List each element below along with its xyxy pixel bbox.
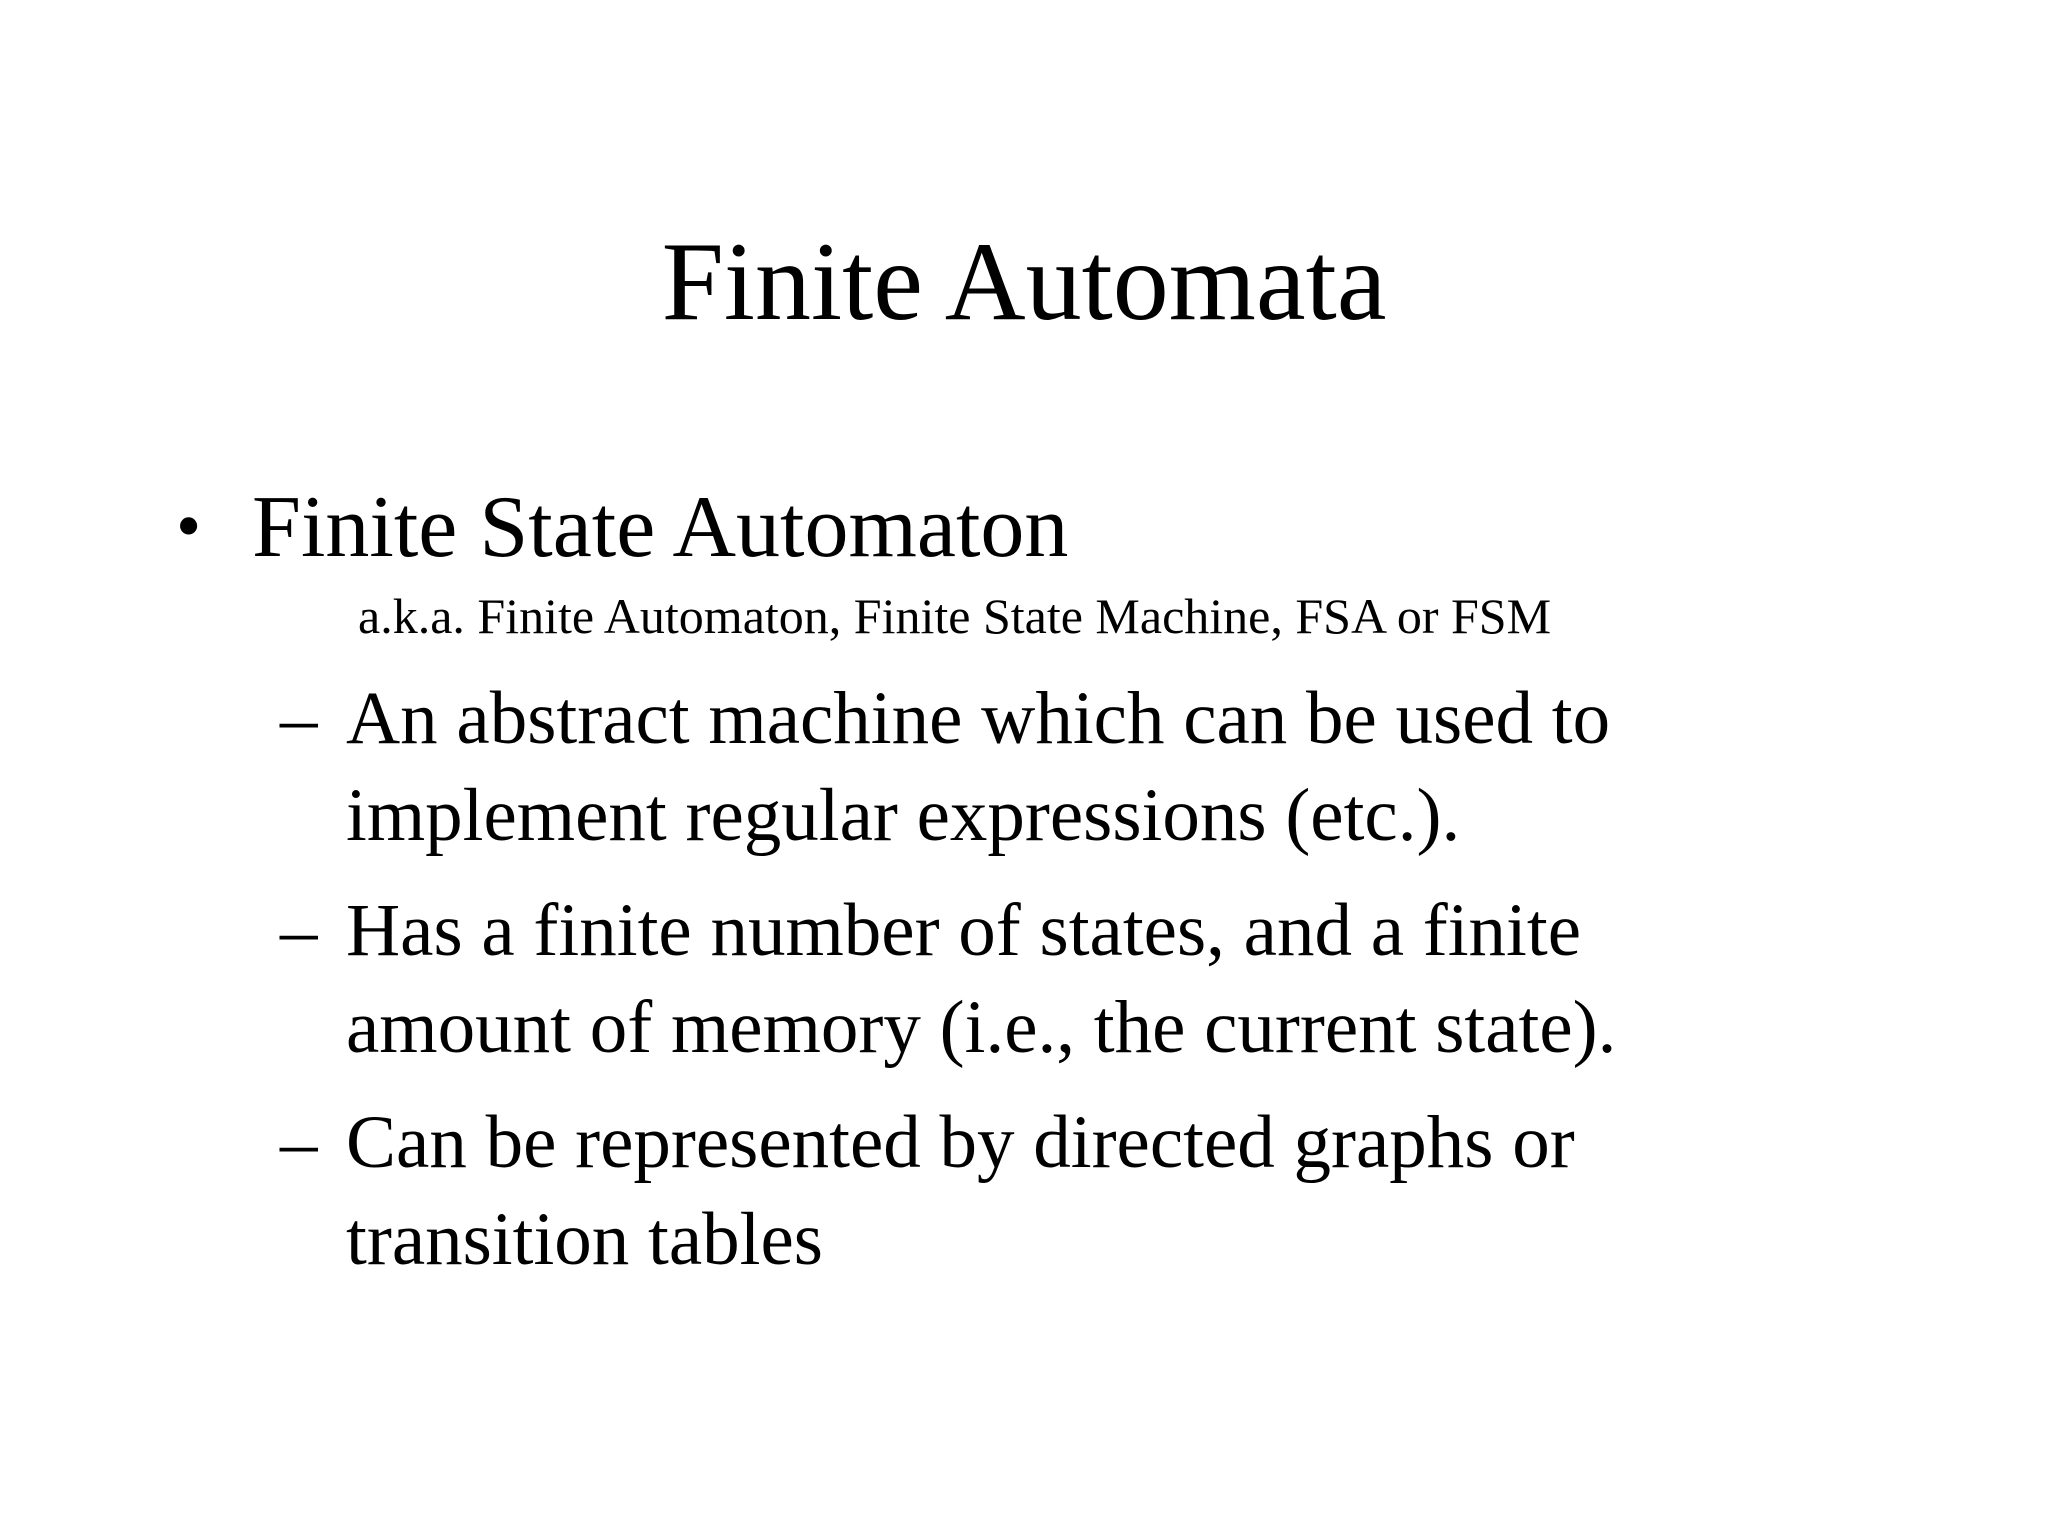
sub-item xyxy=(280,882,1780,1076)
sub-item-dash: – xyxy=(280,1101,318,1184)
sub-item-text: Can be represented by directed graphs or transition tables xyxy=(346,1101,1575,1281)
sub-item-dash: – xyxy=(280,889,318,972)
sub-item-text: An abstract machine which can be used to implement regular expressions (etc.). xyxy=(346,677,1611,857)
sub-item xyxy=(280,670,1780,864)
slide-title: Finite Automata xyxy=(661,220,1387,344)
sub-item-text: Has a finite number of states, and a finite amount of memory (i.e., the current state). xyxy=(346,889,1617,1069)
sub-item-dash: – xyxy=(280,677,318,760)
bullet-marker: • xyxy=(176,486,202,566)
bullet-text: Finite State Automaton xyxy=(252,479,1069,576)
sub-item xyxy=(280,1094,1780,1288)
aka-note: a.k.a. Finite Automaton, Finite State Machine, FSA or FSM xyxy=(358,588,1552,644)
bullet-item xyxy=(176,474,1068,580)
